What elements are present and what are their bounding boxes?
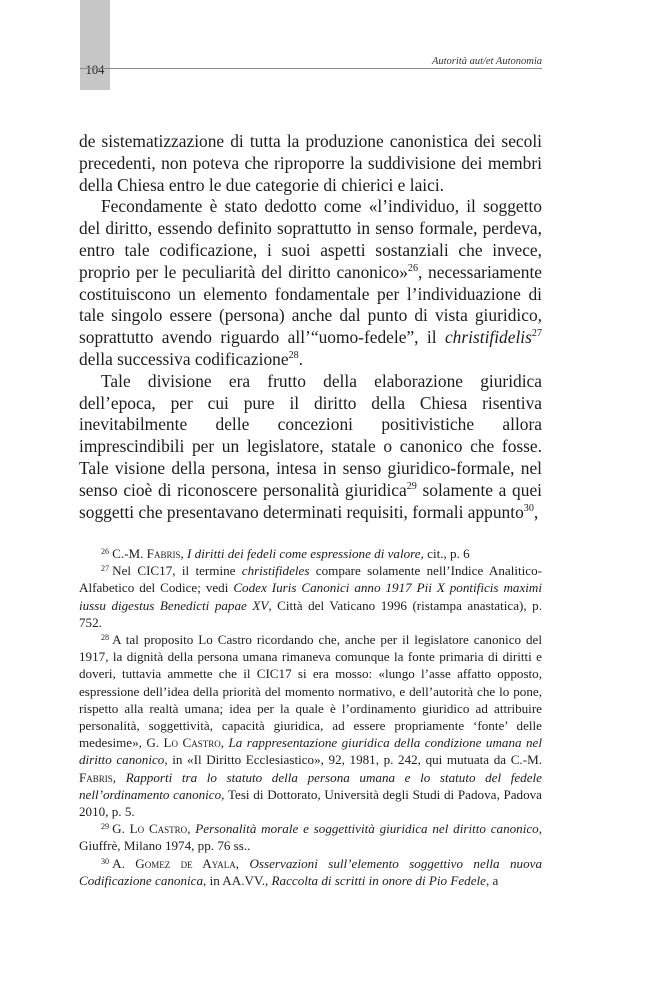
footnote-26: $^{26}$ C.-M. Fabris, I diritti dei fedeli come espressione di valore, cit., p. 6 <box>101 546 470 561</box>
header-rule <box>80 68 542 69</box>
footnote-29: $^{29}$ G. Lo Castro, Personalità morale e soggettività giuridica nel diritto canonico, Giuffrè, Milano 1974, pp. 76 ss.. <box>79 821 543 854</box>
running-title: Autorità aut/et Autonomia <box>431 56 542 67</box>
footnotes <box>79 545 542 889</box>
paragraph-2: Fecondamente è stato dedotto come «l’individuo, il soggetto del diritto, essendo definito soprattutto in senso formale, perdeva, entro tale codificazione, i suoi aspetti sostanziali che invece, proprio per le peculiarità del diritto canonico»$^{26}$, necessariamente costituiscono un elemento fondamentale per l’individuazione di tale singolo essere (persona) anche dal punto di vista giuridico, soprattutto avendo riguardo all’“uomo-fedele”, il christifidelis$^{27}$ della successiva codificazione$^{28}$. <box>79 196 542 369</box>
footnote-28: $^{28}$ A tal proposito Lo Castro ricordando che, anche per il legislatore canonico del 1917, la dignità della persona umana rimaneva comunque la fonte primaria di diritti e doveri, tuttavia ammette che il CIC17 si era mosso: «lungo l’asse affatto opposto, espressione dell’idea della priorità del momento normativo, e dell’autorità che lo pone, rispetto alla realtà umana; idea per la quale è l’ordinamento giuridico ad attribuire personalità, soggettività, capacità giuridica, ad essere propriamente ‘fonte’ delle medesime», G. Lo Castro, La rappresentazione giuridica della condizione umana nel diritto canonico, in «Il Diritto Ecclesiastico», 92, 1981, p. 242, qui mutuata da C.-M. Fabris, Rapporti tra lo statuto della persona umana e lo statuto del fedele nell’ordinamento canonico, Tesi di Dottorato, Università degli Studi di Padova, Padova 2010, p. 5. <box>79 632 543 820</box>
paragraph-3: Tale divisione era frutto della elaborazione giuridica dell’epoca, per cui pure il diritto della Chiesa risentiva inevitabilmente delle concezioni positivistiche allora imprescindibili per un legislatore, statale o canonico che fosse. Tale visione della persona, intesa in senso giuridico-formale, nel senso cioè di riconoscere personalità giuridica$^{29}$ solamente a quei soggetti che presentavano determinati requisiti, formali appunto$^{30}$, <box>79 370 543 522</box>
footnote-ref-27[interactable]: 27 <box>531 328 542 340</box>
footnote-ref-29[interactable]: 29 <box>406 480 417 492</box>
footnote-ref-30[interactable]: 30 <box>523 502 534 514</box>
paragraph-1: de sistematizzazione di tutta la produzione canonistica dei secoli precedenti, non poteva che riproporre la suddivisione dei membri della Chiesa entro le due categorie di chierici e laici. <box>79 131 542 195</box>
footnote-27: $^{27}$ Nel CIC17, il termine christifideles compare solamente nell’Indice Analitico-Alfabetico del Codice; vedi Codex Iuris Canonici anno 1917 Pii X pontificis maximi iussu digestus Benedicti papae XV, Città del Vaticano 1996 (ristampa anastatica), p. 752. <box>79 563 542 630</box>
footnote-ref-28[interactable]: 28 <box>288 350 299 362</box>
body-text <box>79 131 542 523</box>
page-number: 104 <box>85 63 105 77</box>
footnote-ref-26[interactable]: 26 <box>407 262 418 274</box>
footnote-30: $^{30}$ A. Gomez de Ayala, Osservazioni sull’elemento soggettivo nella nuova Codificazione canonica, in AA.VV., Raccolta di scritti in onore di Pio Fedele, a <box>79 855 543 888</box>
